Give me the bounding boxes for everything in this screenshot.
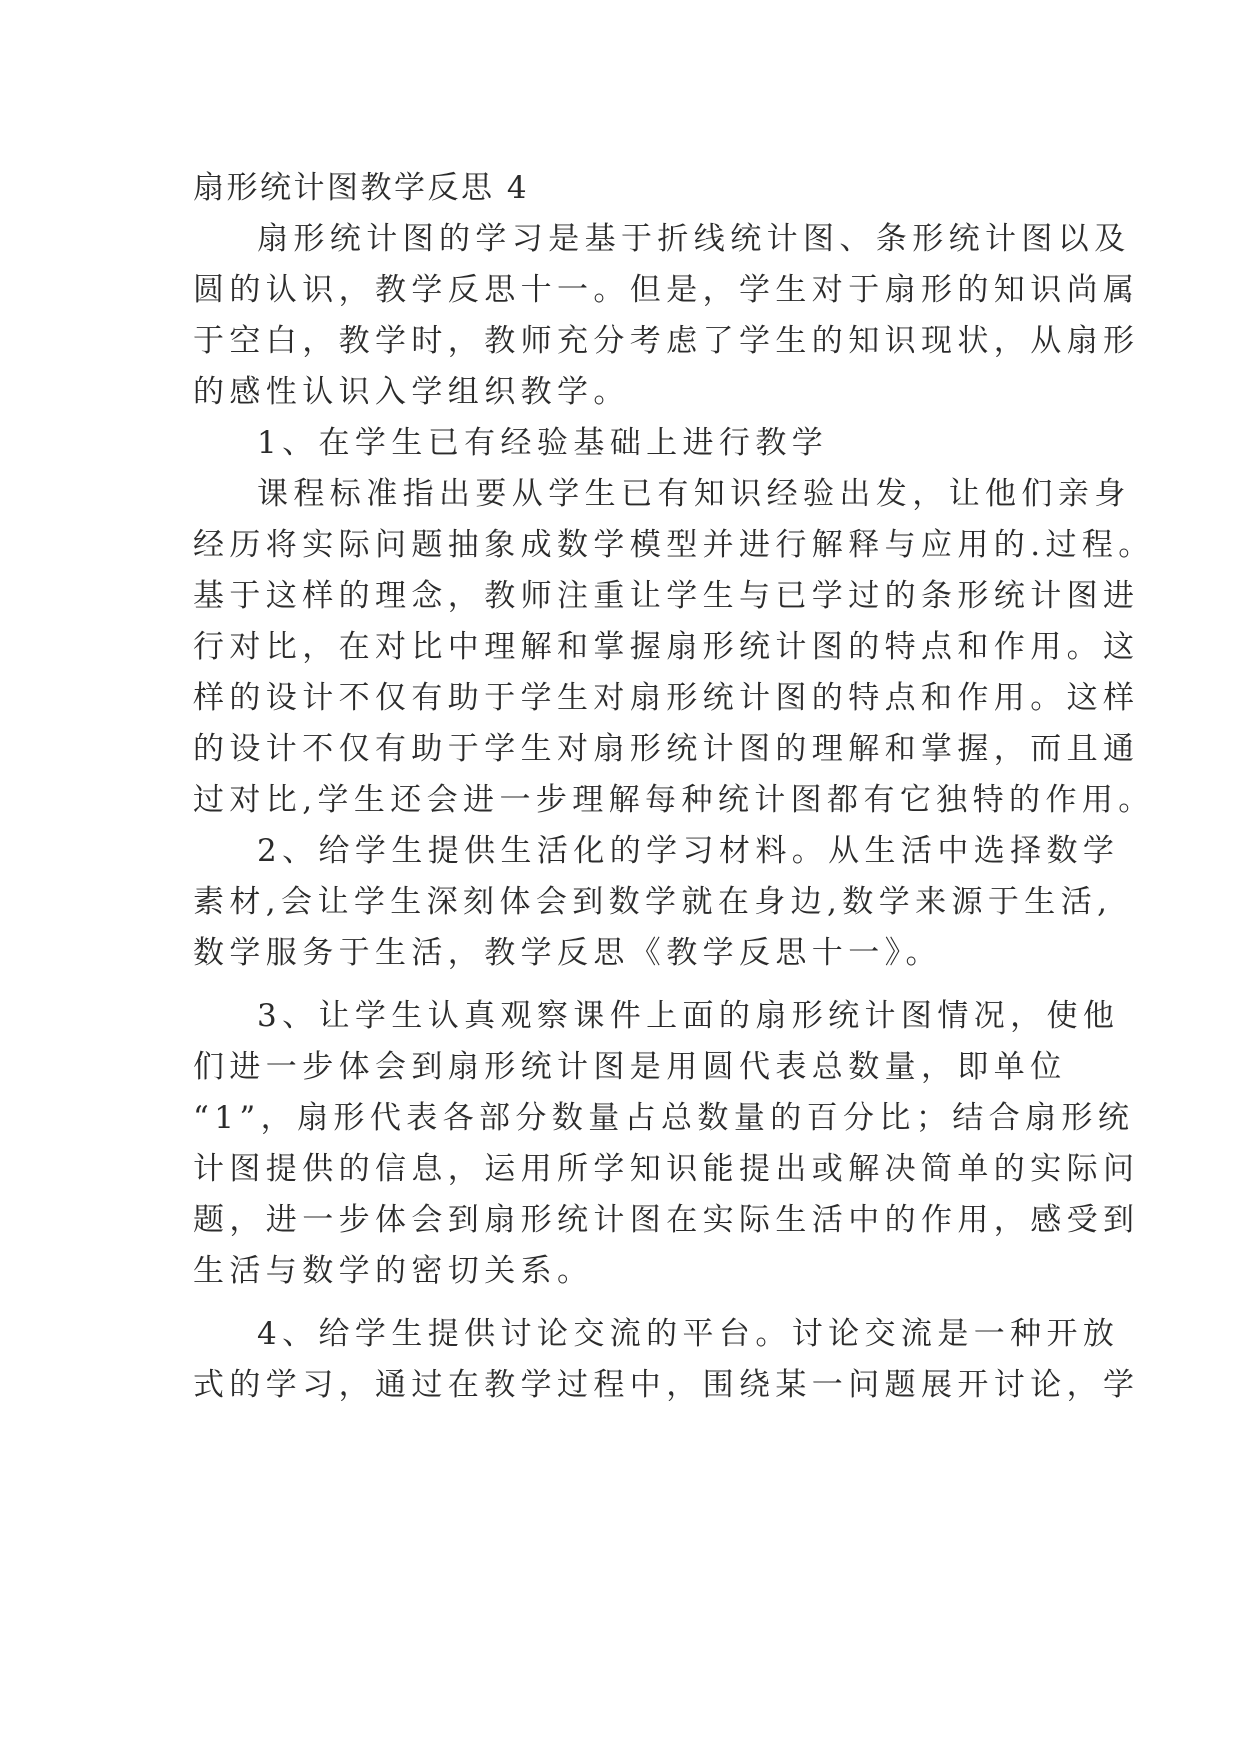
paragraph-line: 题，进一步体会到扇形统计图在实际生活中的作用，感受到 bbox=[193, 1202, 1140, 1238]
paragraph-line: 式的学习，通过在教学过程中，围绕某一问题展开讨论，学 bbox=[193, 1367, 1140, 1403]
paragraph-line: 基于这样的理念，教师注重让学生与已学过的条形统计图进 bbox=[193, 578, 1140, 614]
paragraph-line: 生活与数学的密切关系。 bbox=[193, 1253, 594, 1289]
paragraph-line: 2、给学生提供生活化的学习材料。从生活中选择数学 bbox=[257, 833, 1120, 869]
paragraph-line: 3、让学生认真观察课件上面的扇形统计图情况，使他 bbox=[257, 998, 1120, 1034]
paragraph-line: 于空白，教学时，教师充分考虑了学生的知识现状，从扇形 bbox=[193, 323, 1140, 359]
paragraph-line: 扇形统计图的学习是基于折线统计图、条形统计图以及 bbox=[257, 221, 1131, 257]
paragraph-line: 素材,会让学生深刻体会到数学就在身边,数学来源于生活, bbox=[193, 884, 1113, 920]
section-heading: 1、在学生已有经验基础上进行教学 bbox=[257, 425, 829, 461]
paragraph-line: 计图提供的信息，运用所学知识能提出或解决简单的实际问 bbox=[193, 1151, 1140, 1187]
paragraph-line: 经历将实际问题抽象成数学模型并进行解释与应用的.过程。 bbox=[193, 527, 1155, 563]
paragraph-line: 课程标准指出要从学生已有知识经验出发，让他们亲身 bbox=[257, 476, 1131, 512]
paragraph-line: 圆的认识，教学反思十一。但是，学生对于扇形的知识尚属 bbox=[193, 272, 1140, 308]
paragraph-line: 数学服务于生活，教学反思《教学反思十一》。 bbox=[193, 935, 942, 971]
paragraph-line: “1”，扇形代表各部分数量占总数量的百分比；结合扇形统 bbox=[193, 1100, 1135, 1136]
paragraph-line: 的感性认识入学组织教学。 bbox=[193, 374, 630, 410]
paragraph-line: 样的设计不仅有助于学生对扇形统计图的特点和作用。这样 bbox=[193, 680, 1140, 716]
paragraph-line: 行对比，在对比中理解和掌握扇形统计图的特点和作用。这 bbox=[193, 629, 1140, 665]
document-title: 扇形统计图教学反思 4 bbox=[193, 170, 530, 206]
paragraph-line: 4、给学生提供讨论交流的平台。讨论交流是一种开放 bbox=[257, 1316, 1120, 1352]
paragraph-line: 过对比,学生还会进一步理解每种统计图都有它独特的作用。 bbox=[193, 782, 1155, 818]
paragraph-line: 们进一步体会到扇形统计图是用圆代表总数量，即单位 bbox=[193, 1049, 1067, 1085]
paragraph-line: 的设计不仅有助于学生对扇形统计图的理解和掌握，而且通 bbox=[193, 731, 1140, 767]
